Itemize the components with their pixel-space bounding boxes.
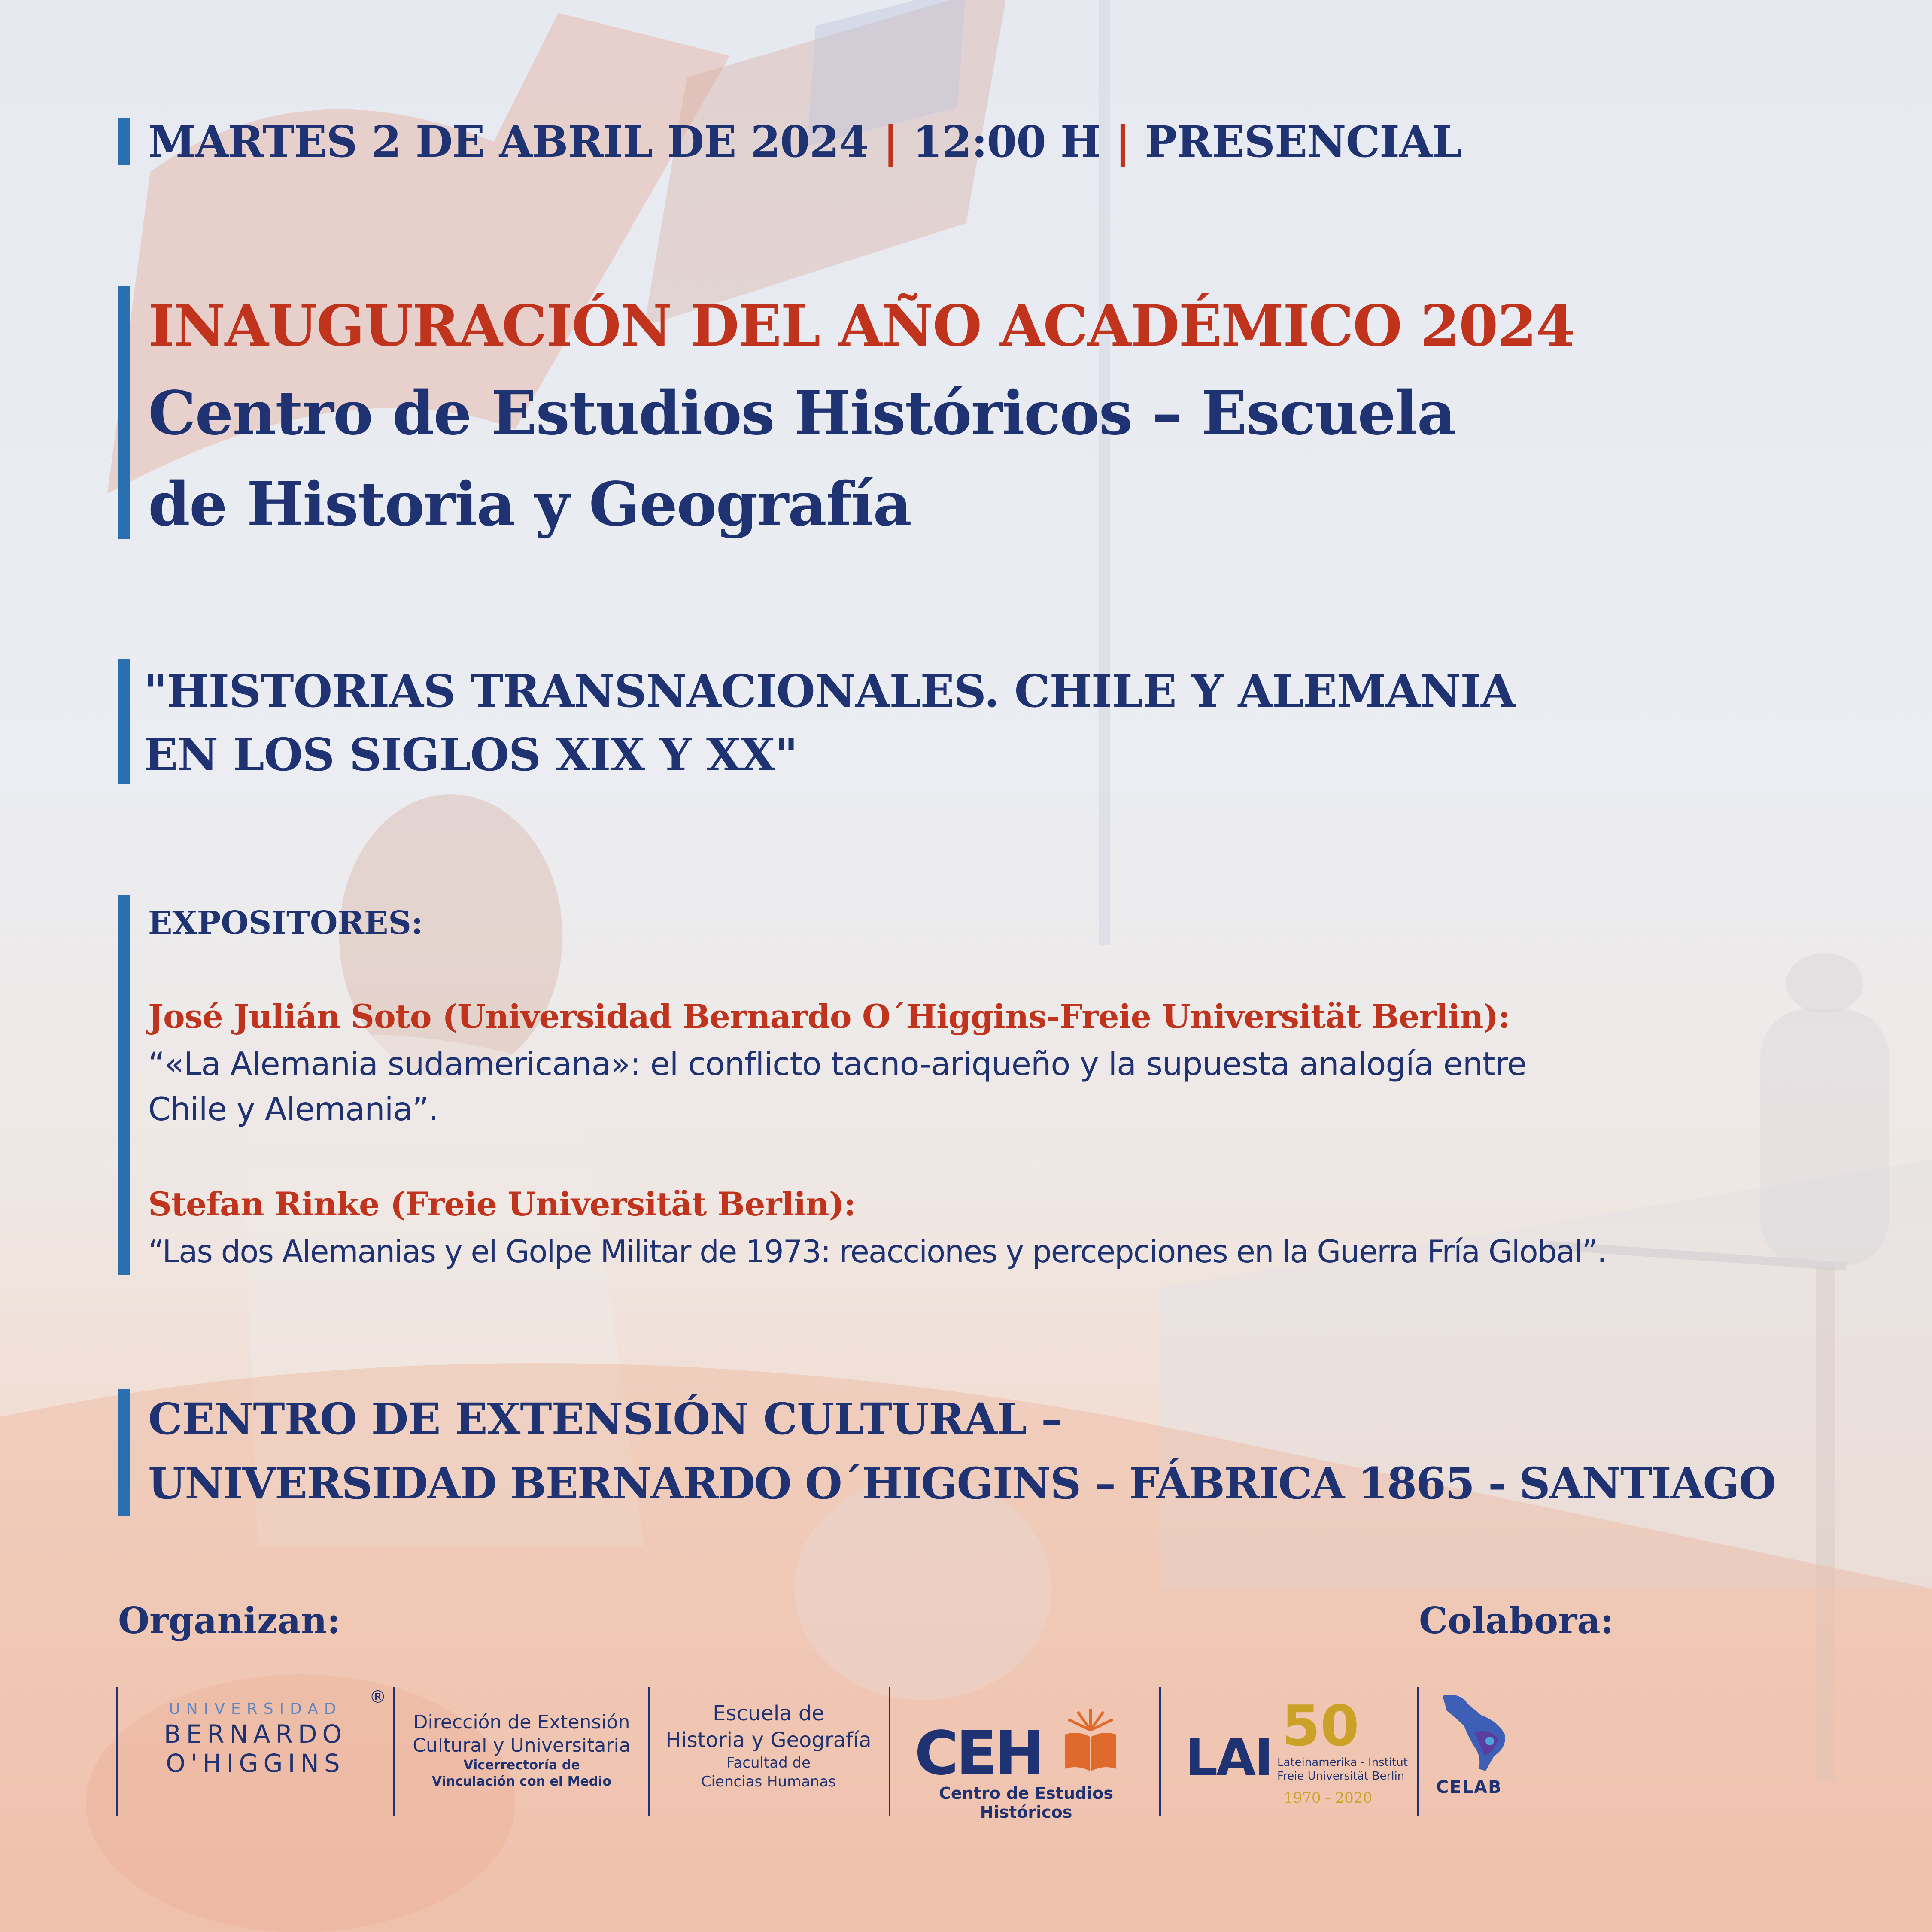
ubo-logo-mid: BERNARDO: [164, 1719, 347, 1749]
logo-divider: [648, 1687, 650, 1816]
logo-divider: [889, 1687, 890, 1816]
speaker-1-talk-line2: Chile y Alemania”.: [148, 1090, 439, 1128]
venue-line2: UNIVERSIDAD BERNARDO O´HIGGINS – FÁBRICA 1865 - SANTIAGO: [148, 1458, 1776, 1509]
event-date: MARTES 2 DE ABRIL DE 2024: [148, 116, 869, 167]
lai-acronym: LAI: [1185, 1728, 1272, 1788]
escuela-line1: Escuela de: [713, 1701, 824, 1725]
speaker-2-talk-line1: “Las dos Alemanias y el Golpe Militar de 1973: reacciones y percepciones en la Guerra Fría Global”.: [148, 1233, 1606, 1270]
celab-logo: [1425, 1692, 1554, 1816]
speakers-heading: EXPOSITORES:: [148, 905, 423, 942]
extension-line3: Vicerrectoría de: [463, 1758, 580, 1773]
logo-divider: [1159, 1687, 1161, 1816]
event-time: 12:00 H: [912, 116, 1101, 167]
organizer-title-line2: de Historia y Geografía: [148, 469, 911, 540]
speakers-accent-bar: [118, 895, 130, 1275]
celab-acronym: CELAB: [1436, 1777, 1502, 1797]
title-accent-bar: [118, 286, 130, 539]
extension-line1: Dirección de Extensión: [413, 1711, 630, 1733]
logo-divider: [1417, 1687, 1419, 1816]
ceh-logo: [897, 1700, 1155, 1822]
logo-divider: [116, 1687, 118, 1816]
escuela-logo: [653, 1700, 884, 1791]
lai-number: 50: [1282, 1693, 1359, 1759]
ubo-logo: [129, 1687, 386, 1778]
organizers-label: Organizan:: [118, 1599, 340, 1642]
collaborator-label: Colabora:: [1419, 1599, 1614, 1642]
speaker-1-name: José Julián Soto (Universidad Bernardo O´Higgins-Freie Universität Berlin):: [148, 997, 1510, 1036]
lai-line2: Freie Universität Berlin: [1277, 1770, 1405, 1783]
speaker-1-talk-line1: “«La Alemania sudamericana»: el conflicto tacno-ariqueño y la supuesta analogía entre: [148, 1045, 1526, 1083]
lai-line1: Lateinamerika - Institut: [1277, 1756, 1408, 1769]
venue-line1: CENTRO DE EXTENSIÓN CULTURAL –: [148, 1394, 1062, 1444]
extension-logo: [401, 1711, 642, 1790]
logo-divider: [393, 1687, 395, 1816]
organizer-title-line1: Centro de Estudios Históricos – Escuela: [148, 378, 1455, 449]
lecture-title-line2: EN LOS SIGLOS XIX Y XX": [144, 728, 798, 781]
book-icon: [1060, 1707, 1121, 1775]
latin-america-map-icon: [1434, 1692, 1520, 1773]
ubo-logo-bottom: O'HIGGINS: [166, 1749, 345, 1778]
escuela-line3: Facultad de: [726, 1754, 811, 1771]
lecture-title-line1: "HISTORIAS TRANSNACIONALES. CHILE Y ALEMANIA: [144, 665, 1515, 717]
event-mode: PRESENCIAL: [1145, 116, 1462, 167]
ubo-registered-mark: ®: [369, 1687, 386, 1707]
ubo-logo-top: UNIVERSIDAD: [169, 1700, 342, 1718]
ceh-acronym: CEH: [914, 1719, 1042, 1789]
header-accent-bar: [118, 118, 130, 165]
venue-accent-bar: [118, 1389, 130, 1516]
ceh-name: Centro de Estudios Históricos: [939, 1784, 1113, 1822]
speaker-2-name: Stefan Rinke (Freie Universität Berlin):: [148, 1185, 856, 1223]
escuela-line2: Historia y Geografía: [665, 1728, 872, 1752]
lai-years: 1970 - 2020: [1284, 1789, 1373, 1807]
extension-line4: Vinculación con el Medio: [431, 1774, 612, 1789]
subtitle-accent-bar: [118, 659, 130, 784]
extension-line2: Cultural y Universitaria: [413, 1735, 631, 1756]
event-info-line: MARTES 2 DE ABRIL DE 2024 | 12:00 H | PRESENCIAL: [148, 116, 1462, 167]
escuela-line4: Ciencias Humanas: [701, 1773, 836, 1790]
event-title: INAUGURACIÓN DEL AÑO ACADÉMICO 2024: [148, 293, 1575, 359]
lai-logo: [1176, 1693, 1408, 1807]
